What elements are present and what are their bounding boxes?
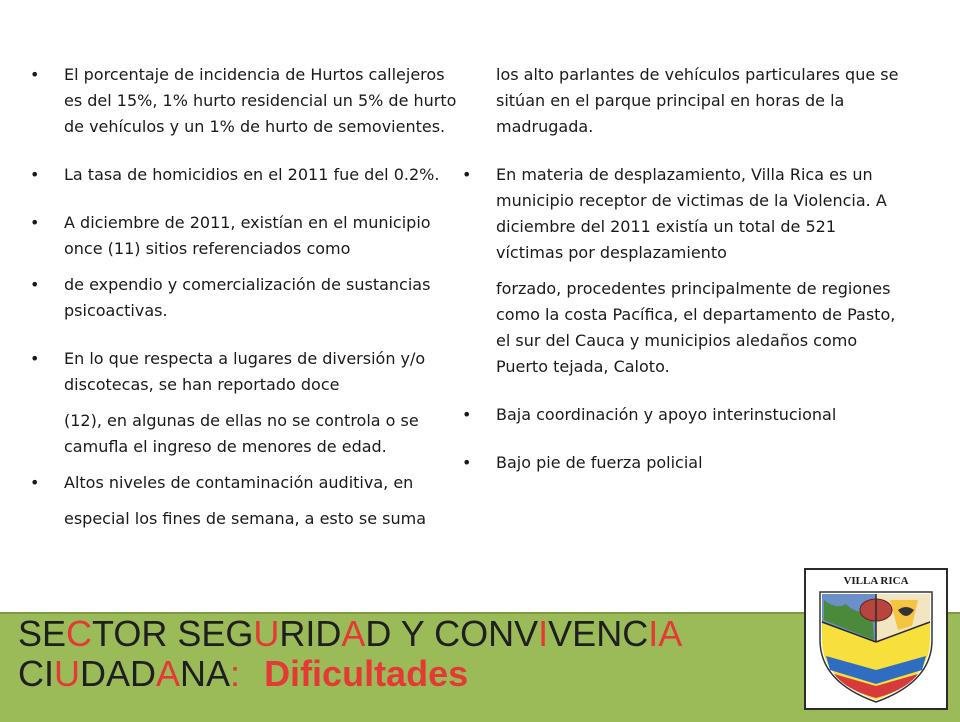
title-part: TOR SEG xyxy=(92,613,254,654)
bullet-coordinacion: • Baja coordinación y apoyo interinstucional xyxy=(462,402,902,428)
title-part-red: I xyxy=(648,613,659,654)
left-column xyxy=(30,62,460,532)
title-part-red: U xyxy=(253,613,280,654)
bullet-expendio: • de expendio y comercialización de sustancias psicoactivas. xyxy=(30,272,460,324)
title-part: RID xyxy=(279,613,342,654)
bullet-contaminacion-continued: especial los fines de semana, a esto se suma xyxy=(64,509,427,528)
bullet-hurtos: • El porcentaje de incidencia de Hurtos callejeros es del 15%, 1% hurto residencial un 5% de hurto de vehículos y un 1% de hurto de semovientes. xyxy=(30,62,460,140)
title-part: DAD xyxy=(80,653,157,694)
title-part-red: C xyxy=(66,613,93,654)
title-part: VENC xyxy=(548,613,649,654)
right-column xyxy=(462,62,902,476)
section-title xyxy=(18,614,682,694)
coat-of-arms-icon xyxy=(806,570,946,708)
bullet-sitios: • A diciembre de 2011, existían en el municipio once (11) sitios referenciados como xyxy=(30,210,460,262)
title-part: NA xyxy=(180,653,231,694)
title-part: D Y CONV xyxy=(365,613,539,654)
title-part-red: U xyxy=(54,653,80,694)
title-part-red: I xyxy=(538,613,549,654)
title-part: SE xyxy=(18,613,67,654)
logo-text: VILLA RICA xyxy=(843,575,909,587)
bullet-discotecas: • En lo que respecta a lugares de diversión y/o discotecas, se han reportado doce xyxy=(30,346,460,398)
bullet-contaminacion-continued-right: los alto parlantes de vehículos particulares que se sitúan en el parque principal en horas de la madrugada. xyxy=(496,65,899,136)
title-part-red: A xyxy=(658,613,683,654)
villa-rica-logo xyxy=(804,568,948,710)
section-subtitle: Dificultades xyxy=(264,653,469,694)
title-part-red: : xyxy=(230,653,241,694)
section-title-line1 xyxy=(18,614,682,654)
bullet-desplazamiento: • En materia de desplazamiento, Villa Rica es un municipio receptor de victimas de la Violencia. A diciembre del 2011 existía un total de 521 víctimas por desplazamiento xyxy=(462,162,902,266)
bullet-homicidios: • La tasa de homicidios en el 2011 fue del 0.2%. xyxy=(30,162,460,188)
title-part-red: A xyxy=(341,613,366,654)
title-part: CI xyxy=(18,653,54,694)
bullet-contaminacion: • Altos niveles de contaminación auditiva, en xyxy=(30,470,460,496)
bullet-fuerza-policial: • Bajo pie de fuerza policial xyxy=(462,450,902,476)
bullet-discotecas-continued: (12), en algunas de ellas no se controla o se camufla el ingreso de menores de edad. xyxy=(64,411,419,456)
title-part-red: A xyxy=(156,653,181,694)
section-title-line2 xyxy=(18,654,682,694)
bullet-desplazamiento-continued: forzado, procedentes principalmente de regiones como la costa Pacífica, el departamento de Pasto, el sur del Cauca y municipios aledaños como Puerto tejada, Caloto. xyxy=(496,279,896,376)
